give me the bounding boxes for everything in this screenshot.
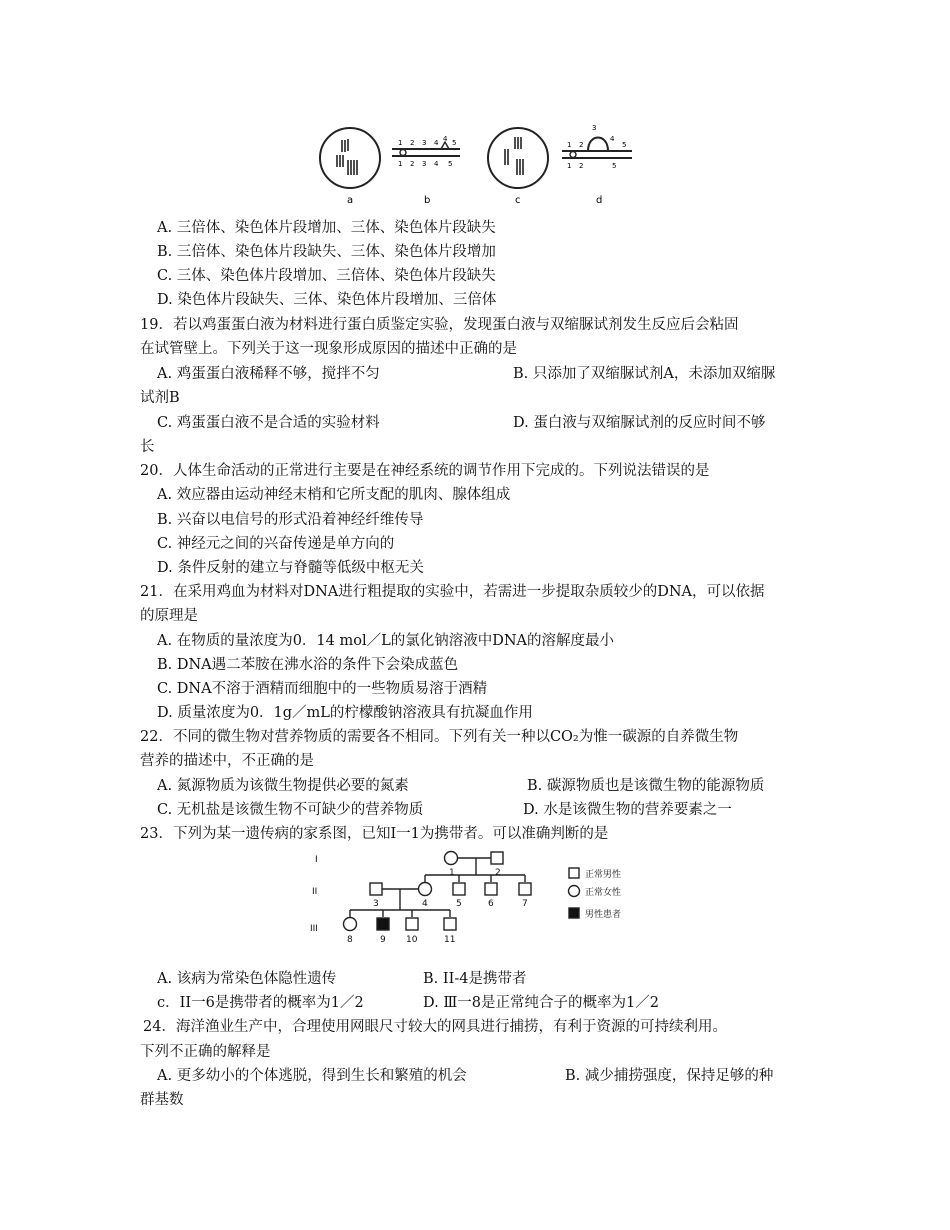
q22-option-c: C. 无机盐是该微生物不可缺少的营养物质	[157, 802, 424, 818]
q22-option-d: D. 水是该微生物的营养要素之一	[523, 802, 732, 818]
q19-option-b: B. 只添加了双缩脲试剂A，未添加双缩脲	[513, 366, 776, 382]
label-a: a	[347, 195, 354, 206]
q18-option-c: C. 三体、染色体片段增加、三倍体、染色体片段缺失	[157, 268, 496, 284]
b-num-bot-4: 4	[434, 160, 439, 168]
individual-III9	[377, 918, 389, 930]
individual-II7	[519, 883, 531, 895]
gen-label-III: III	[310, 924, 318, 934]
individual-II5	[453, 883, 465, 895]
q23-stem: 23．下列为某一遗传病的家系图，已知I一1为携带者。可以准确判断的是	[140, 826, 609, 842]
q22-option-b: B. 碳源物质也是该微生物的能源物质	[527, 778, 765, 794]
individual-I1	[445, 852, 458, 865]
q23-option-b: B. II-4是携带者	[423, 971, 527, 987]
q21-option-b: B. DNA遇二苯胺在沸水浴的条件下会染成蓝色	[157, 657, 459, 673]
legend-affected-icon	[569, 908, 579, 918]
q21-option-a: A. 在物质的量浓度为0．14 mol／L的氯化钠溶液中DNA的溶解度最小	[157, 633, 615, 649]
b-num-top-3: 3	[422, 139, 427, 147]
d-num-bot-5: 5	[612, 162, 617, 170]
q19-option-d: D. 蛋白液与双缩脲试剂的反应时间不够	[513, 415, 766, 431]
b-num-bot-1: 1	[398, 160, 403, 168]
individual-II3	[370, 883, 382, 895]
q24-stem-line2: 下列不正确的解释是	[140, 1044, 271, 1060]
id-2: 2	[495, 868, 501, 878]
legend-male-icon	[569, 868, 579, 878]
q24-option-b: B. 减少捕捞强度，保持足够的种	[565, 1068, 774, 1084]
individual-III11	[444, 918, 456, 930]
q19-stem-line2: 在试管壁上。下列关于这一现象形成原因的描述中正确的是	[140, 341, 517, 357]
pedigree-chart	[300, 842, 640, 952]
b-num-bot-5: 5	[448, 160, 453, 168]
label-b: b	[424, 195, 431, 206]
q20-option-c: C. 神经元之间的兴奋传递是单方向的	[157, 536, 395, 552]
q21-stem-line2: 的原理是	[140, 608, 198, 624]
id-11: 11	[444, 935, 456, 945]
q21-option-c: C. DNA不溶于酒精而细胞中的一些物质易溶于酒精	[157, 681, 488, 697]
d-num-top-3: 3	[592, 124, 597, 132]
q21-option-d: D. 质量浓度为0．1g／mL的柠檬酸钠溶液具有抗凝血作用	[157, 705, 533, 721]
q18-option-a: A. 三倍体、染色体片段增加、三体、染色体片段缺失	[157, 220, 496, 236]
b-num-top-6: 5	[452, 139, 457, 147]
gen-label-II: II	[312, 887, 318, 897]
id-10: 10	[406, 935, 418, 945]
d-num-top-4: 4	[610, 135, 615, 143]
q20-option-b: B. 兴奋以电信号的形式沿着神经纤维传导	[157, 512, 424, 528]
q24-option-b-wrap: 群基数	[140, 1092, 184, 1108]
individual-II6	[485, 883, 497, 895]
id-6: 6	[488, 899, 494, 909]
b-num-top-4: 4	[434, 139, 439, 147]
chromosomes-a	[337, 139, 357, 175]
label-d: d	[596, 195, 603, 206]
b-num-top-2: 2	[410, 139, 415, 147]
d-num-top-1: 1	[567, 141, 572, 149]
q19-option-b-wrap: 试剂B	[140, 390, 180, 406]
q22-stem-line1: 22．不同的微生物对营养物质的需要各不相同。下列有关一种以CO₂为惟一碳源的自养微生物	[140, 729, 739, 745]
gen-label-I: I	[315, 855, 318, 865]
chromosome-figure	[300, 115, 650, 210]
chromosomes-c	[505, 137, 523, 175]
q20-option-d: D. 条件反射的建立与脊髓等低级中枢无关	[157, 560, 424, 576]
b-num-bot-2: 2	[410, 160, 415, 168]
legend-female-label: 正常女性	[585, 888, 622, 898]
q24-stem-line1: 24．海洋渔业生产中，合理使用网眼尺寸较大的网具进行捕捞，有利于资源的可持续利用。	[143, 1019, 727, 1035]
individual-III8	[344, 918, 357, 931]
individual-III10	[406, 918, 418, 930]
b-num-top-1: 1	[398, 139, 403, 147]
legend-affected-label: 男性患者	[585, 910, 622, 920]
id-1: 1	[449, 868, 455, 878]
b-num-top-5: 4	[443, 135, 448, 143]
d-num-bot-1: 1	[567, 162, 572, 170]
q21-stem-line1: 21．在采用鸡血为材料对DNA进行粗提取的实验中，若需进一步提取杂质较少的DNA，可以依据	[140, 584, 765, 600]
d-num-bot-2: 2	[579, 162, 584, 170]
q19-option-c: C. 鸡蛋蛋白液不是合适的实验材料	[157, 415, 380, 431]
b-num-bot-3: 3	[422, 160, 427, 168]
id-9: 9	[380, 935, 386, 945]
id-4: 4	[422, 899, 428, 909]
q19-stem-line1: 19．若以鸡蛋蛋白液为材料进行蛋白质鉴定实验，发现蛋白液与双缩脲试剂发生反应后会粘固	[140, 317, 739, 333]
individual-I2	[491, 852, 503, 864]
legend-male-label: 正常男性	[585, 870, 622, 880]
q18-option-b: B. 三倍体、染色体片段缺失、三体、染色体片段增加	[157, 244, 496, 260]
id-8: 8	[347, 935, 353, 945]
q20-option-a: A. 效应器由运动神经末梢和它所支配的肌肉、腺体组成	[157, 487, 511, 503]
q19-option-d-wrap: 长	[140, 439, 155, 455]
id-3: 3	[373, 899, 379, 909]
q20-stem: 20．人体生命活动的正常进行主要是在神经系统的调节作用下完成的。下列说法错误的是	[140, 463, 710, 479]
q22-stem-line2: 营养的描述中，不正确的是	[140, 753, 314, 769]
q23-option-d: D. Ⅲ一8是正常纯合子的概率为1／2	[423, 995, 659, 1011]
individual-II4	[419, 883, 432, 896]
q18-option-d: D. 染色体片段缺失、三体、染色体片段增加、三倍体	[157, 292, 497, 308]
label-c: c	[515, 195, 521, 206]
q19-option-a: A. 鸡蛋蛋白液稀释不够，搅拌不匀	[157, 366, 380, 382]
d-num-top-5: 5	[622, 141, 627, 149]
cell-a	[320, 128, 380, 188]
legend-female-icon	[569, 886, 580, 897]
q22-option-a: A. 氮源物质为该微生物提供必要的氮素	[157, 778, 409, 794]
q23-option-c: c．II一6是携带者的概率为1／2	[157, 995, 364, 1011]
d-num-top-2: 2	[579, 141, 584, 149]
q24-option-a: A. 更多幼小的个体逃脱，得到生长和繁殖的机会	[157, 1068, 467, 1084]
id-5: 5	[456, 899, 462, 909]
q23-option-a: A. 该病为常染色体隐性遗传	[157, 971, 337, 987]
id-7: 7	[522, 899, 528, 909]
